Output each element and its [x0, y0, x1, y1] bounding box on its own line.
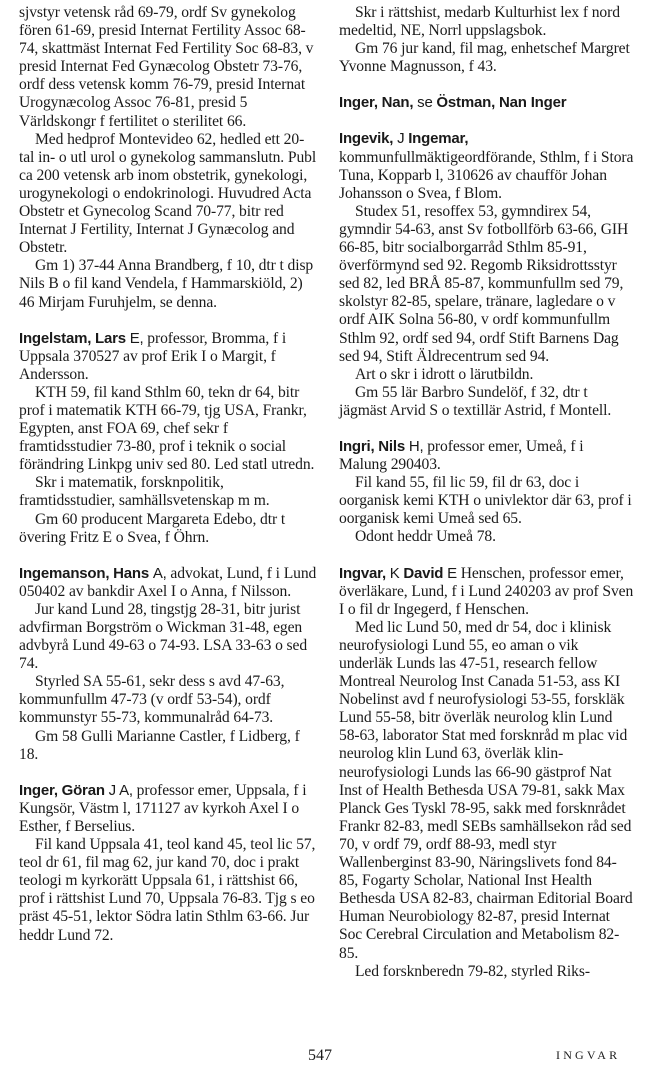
entry-initials: J A,: [108, 781, 133, 799]
entry-initials: A,: [152, 564, 167, 582]
entry-ingevik: [339, 130, 635, 420]
entry-head-text: professor emer, Umeå, f i Malung 290403.: [339, 437, 584, 474]
entry-paragraph: Styrled SA 55-61, sekr dess s avd 47-63, kommunfullm 47-73 (v ordf 53-54), ordf kommunstyr 55-73, kommunalråd 64-73.: [19, 673, 285, 727]
continued-paragraph: Skr i rättshist, medarb Kulturhist lex f nord medeltid, NE, Norrl uppslagsbok.: [339, 4, 620, 40]
entry-surname: Ingri,: [339, 437, 375, 455]
entry-head: [339, 565, 635, 619]
entry-head: [19, 565, 319, 601]
entry-head: [339, 130, 635, 202]
entry-paragraph: Odont heddr Umeå 78.: [355, 528, 496, 546]
cross-ref-target: Östman, Nan Inger: [436, 94, 567, 112]
entry-surname: Ingvar,: [339, 564, 386, 582]
entry-surname: Ingevik,: [339, 130, 394, 148]
continued-paragraph: Gm 1) 37-44 Anna Brandberg, f 10, dtr t disp Nils B o fil kand Vendela, f Hammarskiöld, 2) 46 Mirjam Furuhjelm, se denna.: [19, 257, 314, 311]
entry-initials: H,: [408, 437, 424, 455]
cross-ref-surname: Inger,: [339, 94, 378, 112]
entry-head-text: Henschen, professor emer, överläkare, Lund, f i Lund 240203 av prof Sven I o fil dr Ingegerd, f Henschen.: [339, 564, 634, 618]
entry-ingemanson: [19, 565, 319, 764]
entry-ingvar: [339, 565, 635, 981]
entry-initials: E: [447, 564, 457, 582]
entry-paragraph: Fil kand Uppsala 41, teol kand 45, teol lic 57, teol dr 61, fil mag 62, jur kand 70, doc i prakt teologi m kyrkorätt Uppsala 61, i rättshist 66, prof i rättshist Lund 70, Uppsala 76-83. Tjg s eo präst 45-51, lektor Södra latin Sthlm 63-66. Jur heddr Lund 72.: [19, 836, 316, 944]
entry-head: [339, 438, 635, 474]
running-head: INGVAR: [556, 1048, 621, 1062]
entry-head: [19, 782, 319, 836]
entry-initials: E,: [129, 329, 144, 347]
entry-inger-goran: [19, 782, 319, 945]
entry-paragraph: Led forsknberedn 79-82, styrled Riks-: [355, 962, 590, 980]
entry-pre-initial: K: [389, 564, 400, 582]
entry-surname: Ingemanson,: [19, 564, 110, 582]
entry-paragraph: Skr i matematik, forsknpolitik, framtidsstudier, samhällsvetenskap m m.: [19, 474, 270, 510]
cross-reference: [339, 94, 635, 112]
left-column: [19, 4, 319, 945]
cross-ref-given: Nan,: [381, 94, 414, 112]
entry-pre-initial: J: [397, 130, 405, 148]
entry-ingelstam: [19, 330, 319, 547]
entry-given-name: Göran: [61, 781, 105, 799]
continued-paragraph: sjvstyr vetensk råd 69-79, ordf Sv gynekolog fören 61-69, presid Internat Fertility Assoc 68-74, skattmäst Internat Fed Fertility Soc 68-83, v presid Internat Fed Gynæcolog Obstetr 73-76, ordf dess vetensk komm 76-79, presid Internat Urogynæcolog Assoc 76-81, presid 5 Världskongr f fertilitet o sterilitet 66.: [19, 4, 314, 130]
right-column: [339, 4, 635, 981]
entry-paragraph: Med lic Lund 50, med dr 54, doc i klinisk neurofysiologi Lund 55, eo aman o vik underläk Lunds las 47-51, research fellow Montreal Neurolog Inst Canada 51-53, ass KI Nobelinst avd f neurofysiologi 53-55, forskläk Lund 55-58, bitr överläk neurolog klin Lund 58-63, laborator Stat med forsknråd m plac vid neurolog klin Lund 63, överläk klin-neurofysiologi Lunds las 66-90 gästprof Nat Inst of Health Bethesda USA 79-81, sakk Max Planck Ges Tyskl 78-95, sakk med forsknrådet Frankr 82-83, medl SEBs samhällsekon råd sed 70, v ordf 79, ordf 88-93, medl styr Wallenberginst 83-90, Näringslivets fond 84-85, Fogarty Scholar, National Inst Health Bethesda USA 82-83, chairman Editorial Board Human Neurobiology 82-87, presid Internat Soc Cerebral Circulation and Metabolism 82-85.: [339, 618, 633, 962]
entry-head-text: kommunfullmäktigeordförande, Sthlm, f i Stora Tuna, Kopparb l, 310626 av chaufför Johan Johansson o Svea, f Blom.: [339, 148, 634, 202]
entry-head: [19, 330, 319, 384]
entry-given-name: David: [403, 564, 444, 582]
entry-surname: Ingelstam,: [19, 329, 92, 347]
entry-head-text: professor emer, Uppsala, f i Kungsör, Västm l, 171127 av kyrkoh Axel I o Esther, f Berselius.: [19, 781, 307, 835]
entry-given-name: Lars: [95, 329, 126, 347]
entry-paragraph: Gm 58 Gulli Marianne Castler, f Lidberg, f 18.: [19, 727, 300, 763]
entry-given-name: Ingemar,: [408, 130, 469, 148]
entry-head-text: advokat, Lund, f i Lund 050402 av bankdir Axel I o Anna, f Nilsson.: [19, 564, 317, 600]
page-number: 547: [308, 1047, 332, 1064]
entry-paragraph: Gm 60 producent Margareta Edebo, dtr t övering Fritz E o Svea, f Öhrn.: [19, 510, 286, 546]
entry-paragraph: KTH 59, fil kand Sthlm 60, tekn dr 64, bitr prof i matematik KTH 66-79, tjg USA, Frankr, Egypten, anst FOA 69, chef sekr f framtidsstudier 73-80, prof i teknik o social förändring Linkpg univ sed 80. Led statl utredn.: [19, 383, 315, 474]
entry-given-name: Nils: [378, 437, 405, 455]
entry-paragraph: Jur kand Lund 28, tingstjg 28-31, bitr jurist advfirman Borgström o Wickman 31-48, egen advbyrå Lund 49-63 o 74-93. LSA 33-63 o sed 74.: [19, 600, 308, 673]
entry-surname: Inger,: [19, 781, 58, 799]
continued-paragraph: Med hedprof Montevideo 62, hedled ett 20-tal in- o utl urol o gynekolog sammanslutn. Publ ca 200 vetensk arb inom obstetrik, gynekologi, urogynekologi o endokrinologi. Huvudred Acta Obstetr et Gynecolog Scand 70-77, bitr red Internat J Fertility, Internat J Gynæcolog and Obstetr.: [19, 130, 317, 257]
entry-ingri: [339, 438, 635, 547]
entry-paragraph: Fil kand 55, fil lic 59, fil dr 63, doc i oorganisk kemi KTH o univlektor där 63, prof i oorganisk kemi Umeå sed 65.: [339, 474, 632, 528]
entry-given-name: Hans: [113, 564, 150, 582]
entry-head-text: professor, Bromma, f i Uppsala 370527 av prof Erik I o Margit, f Andersson.: [19, 329, 287, 383]
entry-paragraph: Studex 51, resoffex 53, gymndirex 54, gymndir 54-63, anst Sv fotbollförb 63-66, GIH 66-85, bitr socialborgarråd Sthlm 85-91, överförmynd sed 92. Regomb Riksidrottsstyr sed 82, led BRÅ 85-87, kommunfullm sed 79, skolstyr 82-85, spelare, tränare, lagledare o v ordf AIK Solna 56-80, v ordf kommunfullm Sthlm 92, ordf sed 94, ordf Stift Barnens Dag sed 94, Stift Äldrecentrum sed 94.: [339, 202, 629, 365]
entry-paragraph: Gm 55 lär Barbro Sundelöf, f 32, dtr t jägmäst Arvid S o textillär Astrid, f Montell.: [339, 383, 612, 419]
continued-paragraph: Gm 76 jur kand, fil mag, enhetschef Margret Yvonne Magnusson, f 43.: [339, 40, 630, 76]
entry-paragraph: Art o skr i idrott o lärutbildn.: [355, 365, 534, 383]
cross-ref-see: se: [417, 94, 433, 112]
